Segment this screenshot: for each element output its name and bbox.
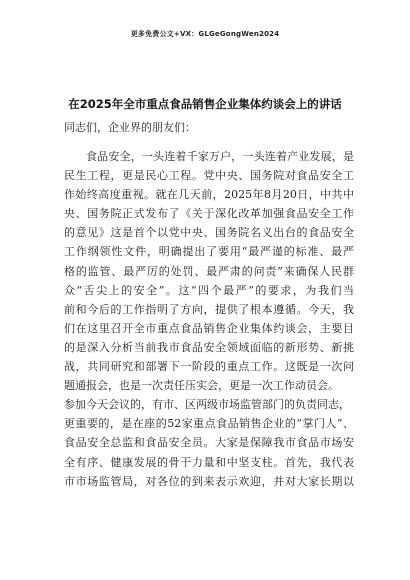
body-text bbox=[64, 147, 354, 491]
body-line: 市市场监管局，对各位的到来表示欢迎，并对大家长期以 bbox=[64, 474, 354, 488]
salutation: 同志们，企业界的朋友们： bbox=[64, 121, 196, 134]
body-line: 民生工程，更是民心工程。党中央、国务院对食品安全工 bbox=[64, 169, 354, 183]
body-line: 食品安全，一头连着千家万户，一头连着产业发展，是 bbox=[86, 150, 354, 163]
body-line: 的是深入分析当前我市食品安全领域面临的新形势、新挑 bbox=[64, 340, 354, 354]
body-line: 央、国务院正式发布了《关于深化改革加强食品安全工作 bbox=[64, 207, 354, 221]
body-line: 全有序、健康发展的骨干力量和中坚支柱。首先，我代表 bbox=[64, 455, 354, 469]
body-line: 食品安全总监和食品安全员。大家是保障我市食品市场安 bbox=[64, 436, 354, 450]
body-line: 战，共同研究和部署下一阶段的重点工作。这既是一次问 bbox=[64, 360, 354, 374]
body-line: 工作纲领性文件，明确提出了要用“最严谨的标准、最严 bbox=[64, 245, 354, 259]
body-line: 更重要的，是在座的52家重点食品销售企业的“掌门人”、 bbox=[64, 417, 354, 431]
body-line: 们在这里召开全市重点食品销售企业集体约谈会，主要目 bbox=[64, 321, 354, 335]
body-line: 题通报会，也是一次责任压实会，更是一次工作动员会。 bbox=[64, 379, 339, 393]
body-line: 参加今天会议的，有市、区两级市场监管部门的负责同志， bbox=[64, 398, 350, 412]
body-line: 前和今后的工作指明了方向，提供了根本遵循。今天，我 bbox=[64, 302, 354, 316]
body-line: 的意见》这是首个以党中央、国务院名义出台的食品安全 bbox=[64, 226, 354, 240]
document-title: 在2025年全市重点食品销售企业集体约谈会上的讲话 bbox=[68, 97, 342, 111]
body-line: 众“舌尖上的安全”。这“四个最严”的要求，为我们当 bbox=[64, 283, 354, 297]
body-line: 格的监管、最严厉的处罚、最严肃的问责”来确保人民群 bbox=[64, 264, 354, 278]
header-note: 更多免费公文+VX：GLGeGongWen2024 bbox=[130, 30, 280, 38]
body-line: 作始终高度重视。就在几天前，2025年8月20日，中共中 bbox=[64, 188, 354, 202]
